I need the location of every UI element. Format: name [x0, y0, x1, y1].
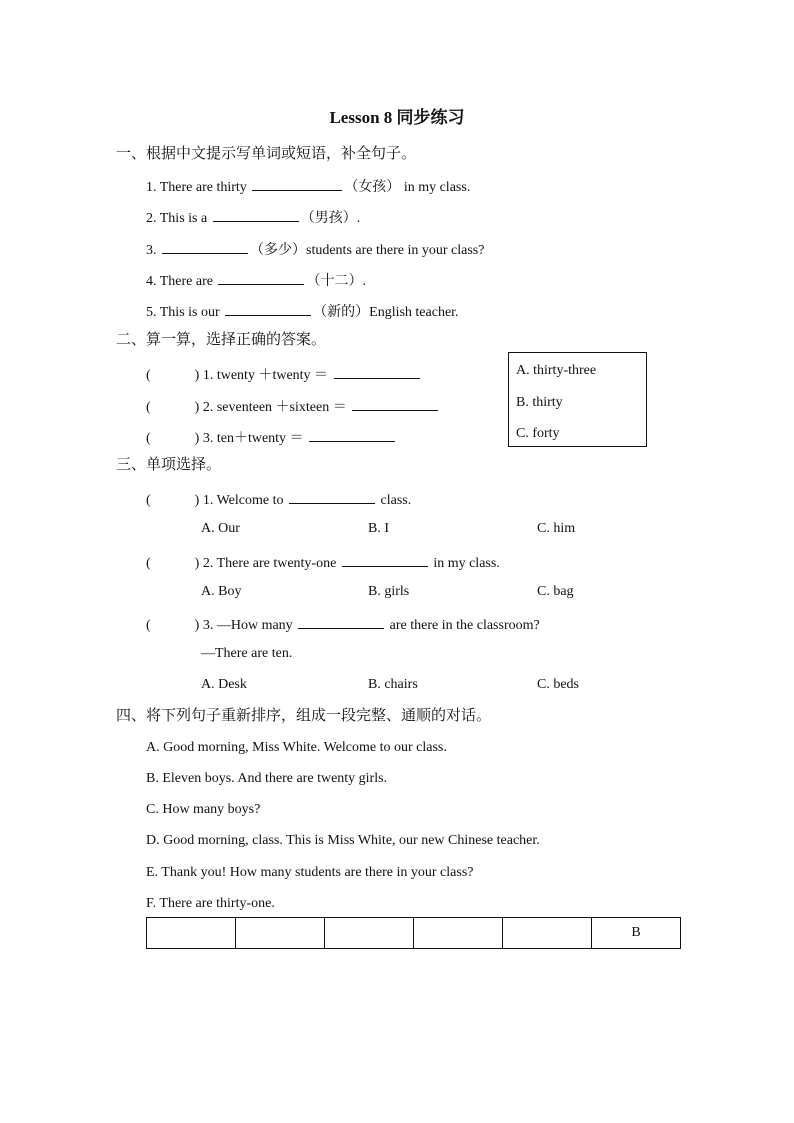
choice-b[interactable]: B. chairs [368, 677, 418, 692]
answer-paren-close: ) [194, 368, 200, 383]
answer-cell[interactable] [414, 918, 503, 949]
q5-hint: （新的） [313, 305, 370, 320]
q1-prefix: 1. There are thirty [146, 180, 247, 195]
choice-b[interactable]: B. I [368, 521, 389, 536]
option-a: A. thirty-three [516, 363, 597, 378]
answer-cell[interactable] [236, 918, 325, 949]
answer-paren-open: ( [146, 556, 151, 571]
q1-blank[interactable] [252, 178, 342, 191]
question-stem-end: are there in the classroom? [389, 618, 540, 633]
choice-a[interactable]: A. Desk [201, 677, 247, 692]
q3-suffix: students are there in your class? [306, 243, 485, 258]
dialogue-sentence-f: F. There are thirty-one. [146, 896, 275, 911]
choice-b[interactable]: B. girls [368, 584, 410, 599]
choice-c[interactable]: C. beds [537, 677, 579, 692]
part3-question-1 [146, 491, 411, 508]
calc-blank[interactable] [334, 366, 420, 379]
q2-blank[interactable] [213, 209, 299, 222]
answer-paren-close: ) [194, 493, 200, 508]
calc-question: 2. seventeen ＋sixteen ＝ [202, 400, 347, 415]
answer-paren-open: ( [146, 400, 151, 415]
answer-paren-open: ( [146, 368, 151, 383]
calc-blank[interactable] [309, 429, 395, 442]
question-stem: 3. —How many [202, 618, 293, 633]
calc-blank[interactable] [352, 398, 438, 411]
dialogue-sentence-c: C. How many boys? [146, 802, 261, 817]
question-stem: 1. Welcome to [202, 493, 284, 508]
answer-paren-open: ( [146, 431, 151, 446]
page-title: Lesson 8 同步练习 [329, 108, 465, 127]
q3-blank[interactable] [162, 241, 248, 254]
part3-heading: 三、单项选择。 [116, 457, 222, 473]
stem-blank[interactable] [342, 554, 428, 567]
part2-question-1 [146, 366, 422, 383]
stem-blank[interactable] [298, 616, 384, 629]
choice-c[interactable]: C. him [537, 521, 576, 536]
answer-paren-close: ) [194, 431, 200, 446]
q4-blank[interactable] [218, 272, 304, 285]
q2-suffix: . [356, 211, 361, 226]
answer-paren-close: ) [194, 400, 200, 415]
q5-blank[interactable] [225, 303, 311, 316]
q4-suffix: . [362, 274, 366, 289]
answer-cell[interactable] [325, 918, 414, 949]
answer-cell[interactable] [147, 918, 236, 949]
q3-hint: （多少） [250, 243, 306, 258]
answer-paren-open: ( [146, 618, 151, 633]
part1-question-1 [146, 178, 470, 195]
part1-question-5 [146, 303, 459, 320]
choice-c[interactable]: C. bag [537, 584, 574, 599]
q5-suffix: English teacher. [369, 305, 459, 320]
answer-paren-open: ( [146, 493, 151, 508]
q2-hint: （男孩） [300, 211, 357, 226]
question-stem-end: in my class. [433, 556, 500, 571]
choice-a[interactable]: A. Our [201, 521, 240, 536]
answer-cell[interactable] [503, 918, 592, 949]
part2-question-2 [146, 398, 440, 415]
question-stem-end: class. [380, 493, 412, 508]
order-answer-table [146, 917, 681, 949]
q1-suffix: in my class. [403, 180, 471, 195]
question-reply: —There are ten. [201, 646, 293, 661]
calc-question: 3. ten＋twenty ＝ [202, 431, 304, 446]
part3-question-2 [146, 554, 500, 571]
table-row [147, 918, 681, 949]
part2-options-box [508, 352, 647, 447]
part3-question-3 [146, 616, 540, 633]
q3-prefix: 3. [146, 243, 157, 258]
answer-paren-close: ) [194, 618, 200, 633]
dialogue-sentence-b: B. Eleven boys. And there are twenty girls. [146, 771, 388, 786]
q5-prefix: 5. This is our [146, 305, 220, 320]
answer-paren-close: ) [194, 556, 200, 571]
part1-question-2 [146, 209, 360, 226]
option-b: B. thirty [516, 395, 563, 410]
part1-question-3 [146, 241, 484, 258]
q4-hint: （十二） [306, 274, 363, 289]
dialogue-sentence-e: E. Thank you! How many students are there in your class? [146, 865, 474, 880]
answer-cell[interactable]: B [592, 918, 681, 949]
part2-heading: 二、算一算，选择正确的答案。 [116, 332, 327, 348]
part1-heading: 一、根据中文提示写单词或短语，补全句子。 [116, 146, 417, 162]
dialogue-sentence-d: D. Good morning, class. This is Miss White, our new Chinese teacher. [146, 833, 540, 848]
question-stem: 2. There are twenty-one [202, 556, 337, 571]
q2-prefix: 2. This is a [146, 211, 208, 226]
option-c: C. forty [516, 426, 560, 441]
calc-question: 1. twenty ＋twenty ＝ [202, 368, 329, 383]
part2-question-3 [146, 429, 397, 446]
dialogue-sentence-a: A. Good morning, Miss White. Welcome to our class. [146, 740, 447, 755]
q1-hint: （女孩） [344, 180, 401, 195]
q4-prefix: 4. There are [146, 274, 213, 289]
choice-a[interactable]: A. Boy [201, 584, 242, 599]
part4-heading: 四、将下列句子重新排序，组成一段完整、通顺的对话。 [116, 708, 492, 724]
part1-question-4 [146, 272, 366, 289]
stem-blank[interactable] [289, 491, 375, 504]
